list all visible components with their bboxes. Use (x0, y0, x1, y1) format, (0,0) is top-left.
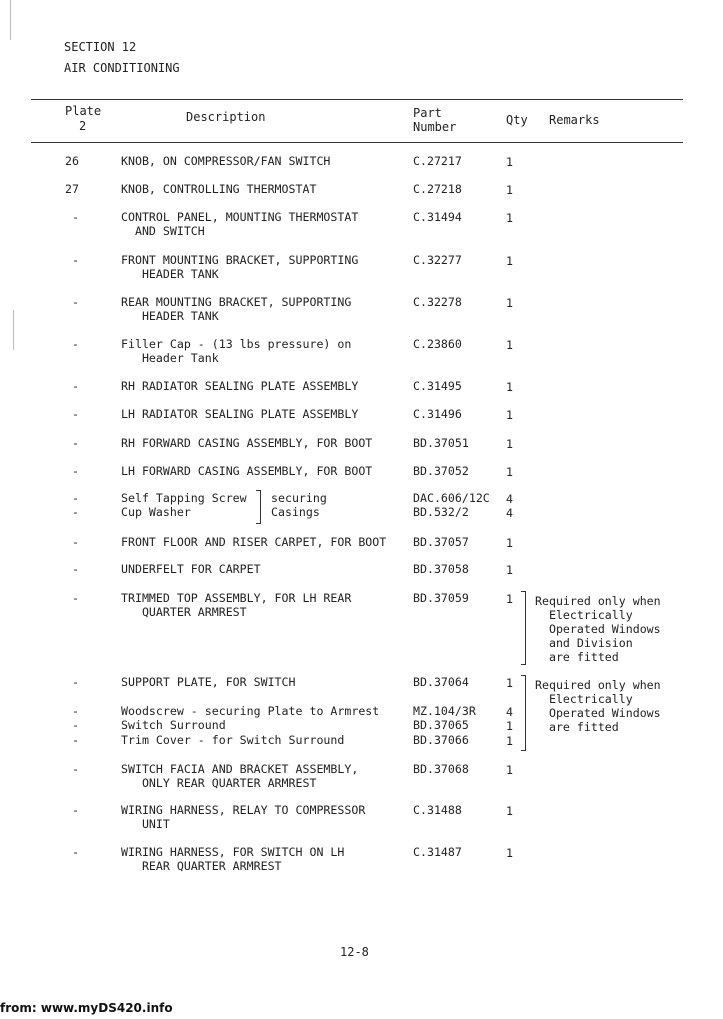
plate-cell: - (72, 253, 79, 267)
part-number-cell: BD.37058 (413, 562, 469, 576)
remark-bracket (521, 591, 526, 665)
part-number-cell: BD.37051 (413, 436, 469, 450)
description-cell: FRONT MOUNTING BRACKET, SUPPORTING (121, 253, 359, 267)
description-cell: REAR QUARTER ARMREST (121, 859, 282, 873)
part-number-cell: BD.37052 (413, 464, 469, 478)
header-plate: Plate (65, 104, 102, 118)
plate-cell: - (72, 505, 79, 519)
part-number-cell: BD.37057 (413, 535, 469, 549)
plate-cell: - (72, 210, 79, 224)
description-cell: LH FORWARD CASING ASSEMBLY, FOR BOOT (121, 464, 373, 478)
part-number-cell: C.32278 (413, 295, 462, 309)
plate-cell: - (72, 407, 79, 421)
plate-cell: - (72, 718, 79, 732)
description-cell: Trim Cover - for Switch Surround (121, 733, 345, 747)
description-cell: WIRING HARNESS, FOR SWITCH ON LH (121, 845, 345, 859)
qty-cell: 1 (506, 408, 513, 422)
group-note: securing (271, 491, 327, 505)
description-cell: UNDERFELT FOR CARPET (121, 562, 261, 576)
plate-cell: - (72, 733, 79, 747)
plate-cell: - (72, 295, 79, 309)
part-number-cell: C.31495 (413, 379, 462, 393)
header-remarks: Remarks (549, 113, 600, 127)
description-cell: Woodscrew - securing Plate to Armrest (121, 704, 380, 718)
description-cell: KNOB, CONTROLLING THERMOSTAT (121, 182, 317, 196)
qty-cell: 1 (506, 804, 513, 818)
description-cell: RH FORWARD CASING ASSEMBLY, FOR BOOT (121, 436, 373, 450)
part-number-cell: BD.37068 (413, 762, 469, 776)
group-note: Casings (271, 505, 320, 519)
securing-bracket (256, 490, 261, 524)
remark-line: and Division (535, 636, 633, 650)
description-cell: Switch Surround (121, 718, 226, 732)
section-title: AIR CONDITIONING (64, 61, 180, 75)
plate-cell: - (72, 535, 79, 549)
plate-cell: - (72, 436, 79, 450)
description-cell: UNIT (121, 817, 170, 831)
scan-edge (10, 0, 11, 40)
plate-cell: - (72, 675, 79, 689)
description-cell: Header Tank (121, 351, 219, 365)
part-number-cell: C.32277 (413, 253, 462, 267)
part-number-cell: C.23860 (413, 337, 462, 351)
qty-cell: 1 (506, 734, 513, 748)
plate-cell: - (72, 803, 79, 817)
part-number-cell: C.31496 (413, 407, 462, 421)
description-cell: SWITCH FACIA AND BRACKET ASSEMBLY, (121, 762, 359, 776)
part-number-cell: C.31494 (413, 210, 462, 224)
part-number-cell: C.27218 (413, 182, 462, 196)
header-part: Part (413, 106, 442, 120)
qty-cell: 1 (506, 296, 513, 310)
header-qty: Qty (506, 113, 528, 127)
qty-cell: 1 (506, 380, 513, 394)
description-cell: Cup Washer (121, 505, 191, 519)
plate-cell: 26 (65, 154, 79, 168)
qty-cell: 1 (506, 719, 513, 733)
part-number-cell: DAC.606/12C (413, 491, 490, 505)
plate-cell: - (72, 379, 79, 393)
description-cell: ONLY REAR QUARTER ARMREST (121, 776, 317, 790)
part-number-cell: C.31488 (413, 803, 462, 817)
plate-cell: - (72, 704, 79, 718)
part-number-cell: C.27217 (413, 154, 462, 168)
part-number-cell: C.31487 (413, 845, 462, 859)
plate-cell: - (72, 845, 79, 859)
description-cell: WIRING HARNESS, RELAY TO COMPRESSOR (121, 803, 366, 817)
remark-line: Operated Windows (535, 622, 661, 636)
description-cell: KNOB, ON COMPRESSOR/FAN SWITCH (121, 154, 331, 168)
plate-cell: - (72, 464, 79, 478)
plate-cell: 27 (65, 182, 79, 196)
section-label: SECTION 12 (64, 40, 137, 54)
part-number-cell: BD.37065 (413, 718, 469, 732)
qty-cell: 1 (506, 536, 513, 550)
header-plate-number: 2 (79, 119, 87, 133)
remark-line: Electrically (535, 692, 633, 706)
plate-cell: - (72, 491, 79, 505)
qty-cell: 1 (506, 592, 513, 606)
description-cell: CONTROL PANEL, MOUNTING THERMOSTAT (121, 210, 359, 224)
header-bottom-rule (31, 142, 683, 143)
source-footer: from: www.myDS420.info (0, 1001, 173, 1015)
description-cell: QUARTER ARMREST (121, 605, 247, 619)
part-number-cell: BD.37064 (413, 675, 469, 689)
description-cell: FRONT FLOOR AND RISER CARPET, FOR BOOT (121, 535, 387, 549)
qty-cell: 1 (506, 846, 513, 860)
qty-cell: 1 (506, 183, 513, 197)
plate-cell: - (72, 762, 79, 776)
qty-cell: 1 (506, 338, 513, 352)
qty-cell: 1 (506, 437, 513, 451)
qty-cell: 1 (506, 676, 513, 690)
description-cell: SUPPORT PLATE, FOR SWITCH (121, 675, 296, 689)
header-part-number: Number (413, 120, 457, 134)
qty-cell: 4 (506, 705, 513, 719)
plate-cell: - (72, 562, 79, 576)
description-cell: Self Tapping Screw (121, 491, 247, 505)
description-cell: TRIMMED TOP ASSEMBLY, FOR LH REAR (121, 591, 352, 605)
scan-edge (13, 310, 14, 350)
part-number-cell: BD.37059 (413, 591, 469, 605)
part-number-cell: BD.532/2 (413, 505, 469, 519)
page-number: 12-8 (340, 945, 369, 959)
remark-bracket (521, 675, 526, 751)
remark-line: Required only when (535, 678, 661, 692)
plate-cell: - (72, 337, 79, 351)
remark-line: Operated Windows (535, 706, 661, 720)
part-number-cell: BD.37066 (413, 733, 469, 747)
description-cell: AND SWITCH (121, 224, 205, 238)
remark-line: Required only when (535, 594, 661, 608)
remark-line: are fitted (535, 720, 619, 734)
part-number-cell: MZ.104/3R (413, 704, 476, 718)
qty-cell: 1 (506, 563, 513, 577)
qty-cell: 1 (506, 155, 513, 169)
qty-cell: 1 (506, 211, 513, 225)
description-cell: HEADER TANK (121, 309, 219, 323)
qty-cell: 4 (506, 492, 513, 506)
remark-line: are fitted (535, 650, 619, 664)
plate-cell: - (72, 591, 79, 605)
description-cell: LH RADIATOR SEALING PLATE ASSEMBLY (121, 407, 359, 421)
header-description: Description (186, 110, 266, 124)
qty-cell: 1 (506, 763, 513, 777)
description-cell: REAR MOUNTING BRACKET, SUPPORTING (121, 295, 352, 309)
remark-line: Electrically (535, 608, 633, 622)
description-cell: HEADER TANK (121, 267, 219, 281)
qty-cell: 1 (506, 254, 513, 268)
header-top-rule (31, 99, 683, 100)
description-cell: Filler Cap - (13 lbs pressure) on (121, 337, 352, 351)
qty-cell: 4 (506, 506, 513, 520)
qty-cell: 1 (506, 465, 513, 479)
description-cell: RH RADIATOR SEALING PLATE ASSEMBLY (121, 379, 359, 393)
